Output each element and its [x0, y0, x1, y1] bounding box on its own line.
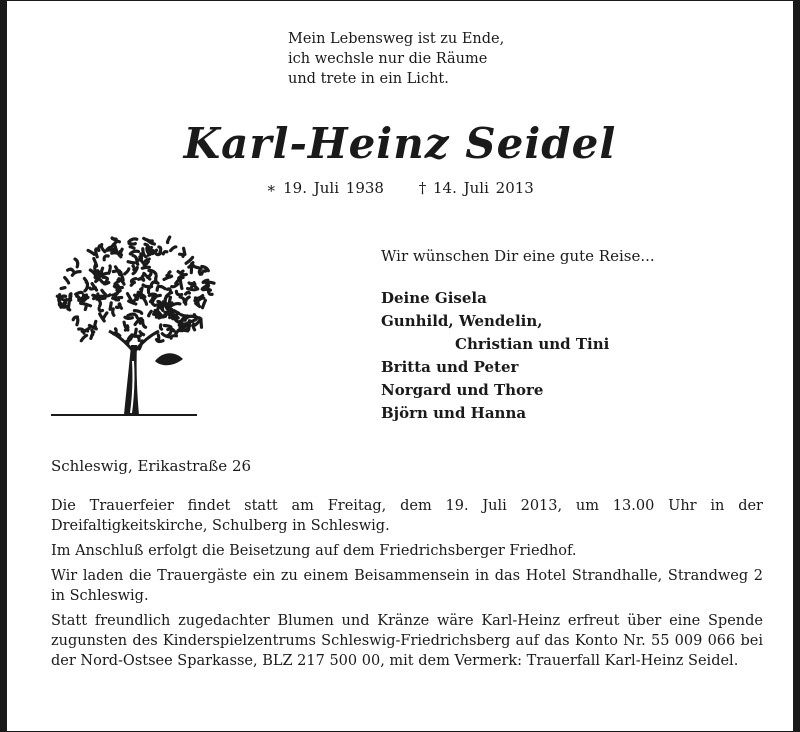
motto-line: und trete in ein Licht. — [288, 71, 449, 87]
motto-line: ich wechsle nur die Räume — [288, 51, 488, 67]
family-line: Norgard und Thore — [381, 381, 544, 399]
address: Schleswig, Erikastraße 26 — [51, 457, 252, 475]
family-signatures — [381, 287, 609, 425]
deceased-name: Karl-Heinz Seidel — [183, 119, 617, 168]
ceremony-details — [51, 496, 763, 676]
family-line: Björn und Hanna — [381, 404, 527, 422]
burial-text: Im Anschluß erfolgt die Beisetzung auf dem Friedrichsberger Friedhof. — [51, 543, 577, 559]
motto-poem — [288, 29, 504, 89]
donation-text: Statt freundlich zugedachter Blumen und Kränze wäre Karl-Heinz erfreut über eine Spende zugunsten des Kinderspielzentrums Schleswig-Friedrichsberg auf das Konto Nr. 55 009 066 bei der Nord-Ostsee Sparkasse, BLZ 217 500 00, mit dem Vermerk: Trauerfall Karl-Heinz Seidel. — [51, 613, 763, 669]
family-line: Christian und Tini — [455, 335, 610, 353]
family-line: Deine Gisela — [381, 289, 487, 307]
birth-date: ∗ 19. Juli 1938 — [266, 179, 384, 197]
gathering-text: Wir laden die Trauergäste ein zu einem Beisammensein in das Hotel Strandhalle, Strandweg 2 in Schleswig. — [51, 568, 763, 604]
motto-line: Mein Lebensweg ist zu Ende, — [288, 31, 505, 47]
funeral-service-text: Die Trauerfeier findet statt am Freitag, dem 19. Juli 2013, um 13.00 Uhr in der Dreifaltigkeitskirche, Schulberg in Schleswig. — [51, 498, 763, 534]
tree-icon — [47, 233, 237, 423]
death-date: † 14. Juli 2013 — [418, 179, 534, 197]
family-line: Britta und Peter — [381, 358, 519, 376]
family-line: Gunhild, Wendelin, — [381, 312, 543, 330]
life-dates — [7, 179, 793, 197]
farewell-wish: Wir wünschen Dir eine gute Reise... — [381, 247, 655, 265]
